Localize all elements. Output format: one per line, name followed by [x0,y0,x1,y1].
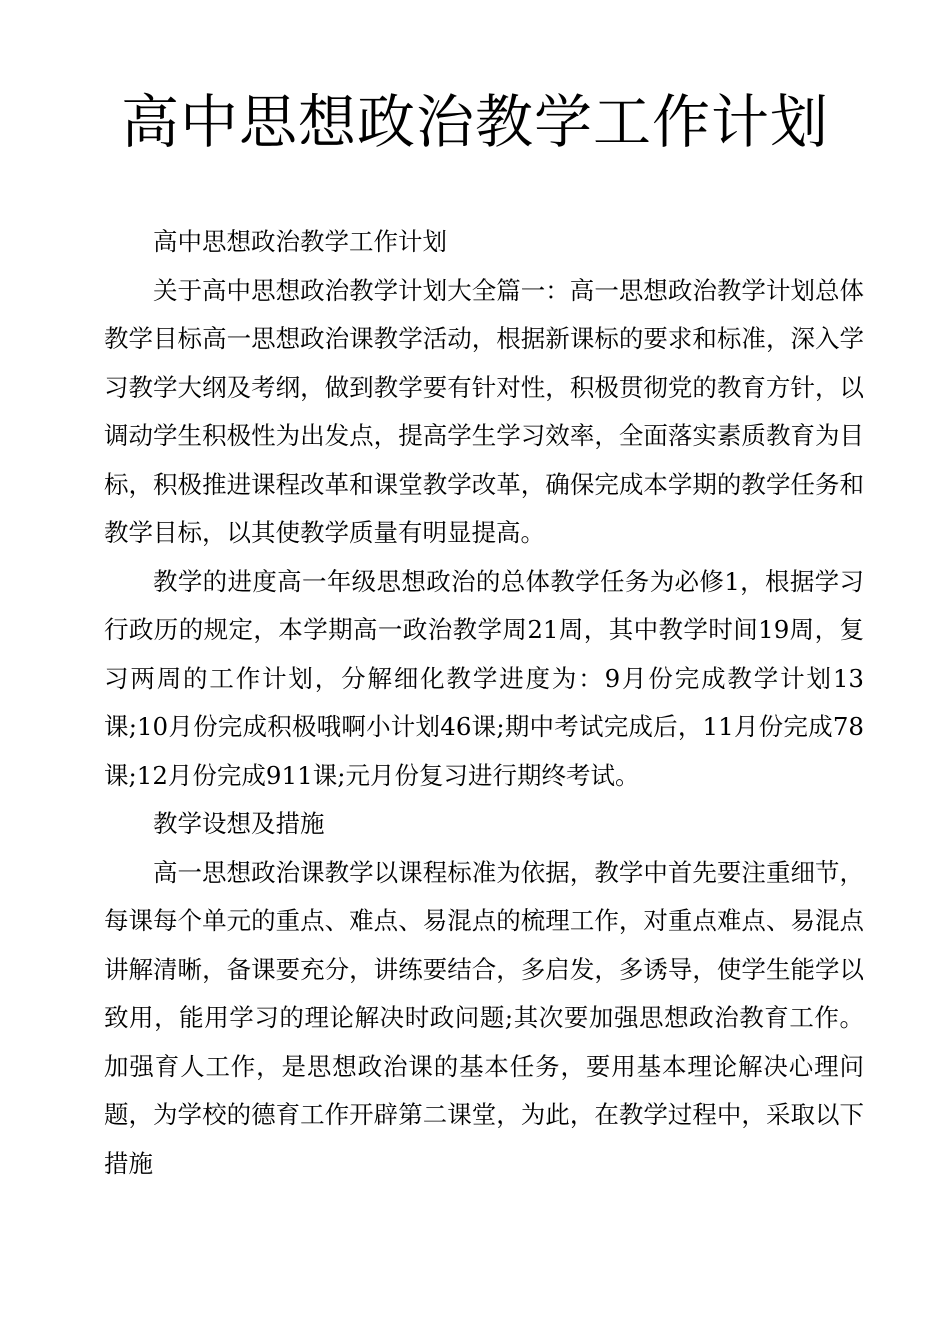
paragraph-teaching-progress: 教学的进度高一年级思想政治的总体教学任务为必修1，根据学习行政历的规定，本学期高一政治教学周21周，其中教学时间19周，复习两周的工作计划，分解细化教学进度为：9月份完成教学计划13课;10月份完成积极哦啊小计划46课;期中考试完成后，11月份完成78课;12月份完成911课;元月份复习进行期终考试。 [104,566,864,790]
document-title: 高中思想政治教学工作计划 [120,88,829,156]
paragraph-teaching-measures: 高一思想政治课教学以课程标准为依据，教学中首先要注重细节，每课每个单元的重点、难点、易混点的梳理工作，对重点难点、易混点讲解清晰，备课要充分，讲练要结合，多启发，多诱导，使学生能学以致用，能用学习的理论解决时政问题;其次要加强思想政治教育工作。加强育人工作，是思想政治课的基本任务，要用基本理论解决心理问题，为学校的德育工作开辟第二课堂，为此，在教学过程中，采取以下措施 [104,857,864,1178]
paragraph-overall-goals: 关于高中思想政治教学计划大全篇一：高一思想政治教学计划总体教学目标高一思想政治课教学活动，根据新课标的要求和标准，深入学习教学大纲及考纲，做到教学要有针对性，积极贯彻党的教育方针，以调动学生积极性为出发点，提高学生学习效率，全面落实素质教育为目标，积极推进课程改革和课堂教学改革，确保完成本学期的教学任务和教学目标，以其使教学质量有明显提高。 [104,275,864,547]
document-body [104,218,864,1188]
paragraph-section-heading: 教学设想及措施 [153,809,325,838]
paragraph-subtitle: 高中思想政治教学工作计划 [153,227,447,256]
